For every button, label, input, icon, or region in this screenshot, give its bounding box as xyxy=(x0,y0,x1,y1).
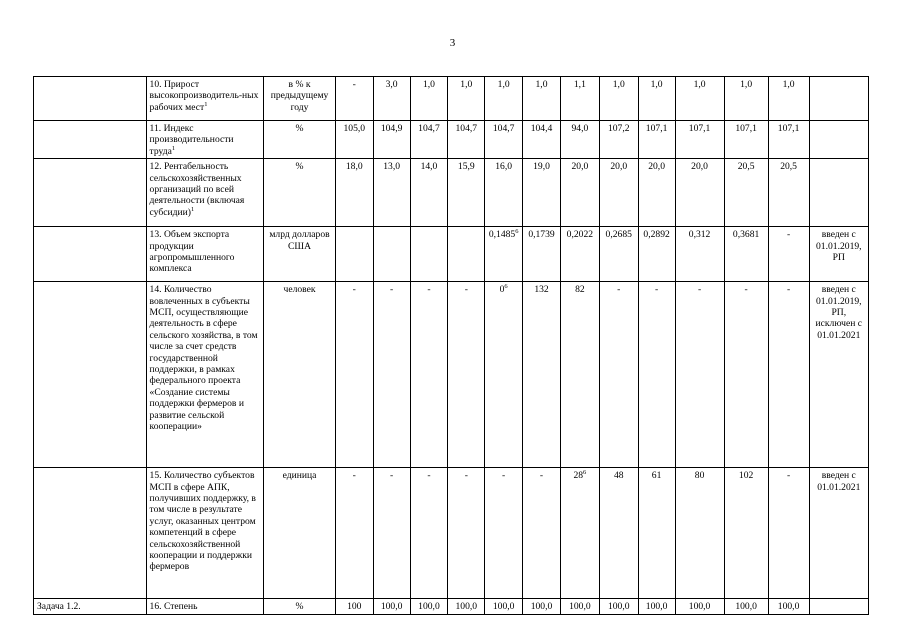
value-text: 13,0 xyxy=(383,161,401,173)
value-text: 100,0 xyxy=(380,601,403,613)
value-cell xyxy=(485,599,523,614)
value-cell xyxy=(410,77,448,121)
table-row xyxy=(34,77,869,121)
value-text: 100,0 xyxy=(777,601,800,613)
value-cell xyxy=(638,468,675,599)
task-cell xyxy=(34,282,147,468)
value-text: 28 xyxy=(573,470,584,482)
value-text: 3,0 xyxy=(385,79,398,90)
indicator-text: 14. Количество вовлеченных в субъекты МСП, осуществляющие деятельность в сфере сельского хозяйства, в том числе за счет средств государственной поддержки, в рамках федерального проекта «Создание системы поддержки фермеров и развитие сельской кооперации» xyxy=(149,284,258,433)
value-text: 1,0 xyxy=(782,79,795,90)
table-row xyxy=(34,159,869,227)
value-text: 100 xyxy=(347,601,362,613)
value-cell xyxy=(724,599,768,614)
value-text: 19,0 xyxy=(533,161,550,173)
value-cell xyxy=(724,159,768,227)
indicator-text: 16. Степень xyxy=(149,601,198,613)
value-cell xyxy=(448,599,485,614)
value-cell xyxy=(768,77,809,121)
value-cell xyxy=(638,599,675,614)
value-text: 0,312 xyxy=(688,229,711,241)
value-cell xyxy=(599,282,638,468)
value-cell xyxy=(373,121,410,159)
value-text: 100,0 xyxy=(530,601,553,613)
value-cell xyxy=(724,468,768,599)
value-cell xyxy=(675,468,724,599)
value-cell xyxy=(675,159,724,227)
value-cell xyxy=(560,159,599,227)
value-cell xyxy=(599,121,638,159)
value-text: 104,7 xyxy=(492,123,515,134)
unit-cell: человек xyxy=(264,282,336,468)
value-cell xyxy=(638,77,675,121)
note-cell xyxy=(809,121,868,159)
value-cell xyxy=(448,468,485,599)
value-cell xyxy=(560,227,599,282)
value-text: 0,3681 xyxy=(732,229,760,241)
table-row xyxy=(34,468,869,599)
indicator-text: 11. Индекс производительности труда xyxy=(149,123,234,157)
value-text: - xyxy=(427,470,431,482)
value-text: 100,0 xyxy=(688,601,711,613)
value-cell xyxy=(560,282,599,468)
value-cell xyxy=(560,121,599,159)
value-text: - xyxy=(539,470,544,482)
value-text: 107,2 xyxy=(607,123,630,134)
indicator-text: 10. Прирост высокопроизводитель-ных рабочих мест xyxy=(149,79,259,113)
value-text: 48 xyxy=(613,470,624,482)
indicator-cell xyxy=(146,77,264,121)
value-cell xyxy=(335,599,373,614)
value-cell xyxy=(523,599,561,614)
value-cell xyxy=(523,121,561,159)
value-text: - xyxy=(352,284,356,296)
unit-cell: единица xyxy=(264,468,336,599)
value-cell xyxy=(373,599,410,614)
footnote-mark: 6 xyxy=(504,283,508,291)
value-text: 1,0 xyxy=(740,79,753,90)
table-row xyxy=(34,599,869,614)
value-text: 100,0 xyxy=(418,601,440,613)
value-cell xyxy=(448,121,485,159)
value-text: 1,0 xyxy=(535,79,548,90)
value-text: - xyxy=(502,470,506,482)
footnote-mark: 6 xyxy=(583,469,587,477)
value-cell xyxy=(724,282,768,468)
value-text: 107,1 xyxy=(688,123,711,134)
unit-cell: в % к предыдущему году xyxy=(264,77,336,121)
value-text: 1,0 xyxy=(693,79,706,90)
value-cell xyxy=(599,159,638,227)
value-text: 20,0 xyxy=(648,161,665,173)
value-cell xyxy=(599,599,638,614)
value-cell xyxy=(335,468,373,599)
value-cell xyxy=(485,121,523,159)
value-text: - xyxy=(744,284,748,296)
note-cell xyxy=(809,77,868,121)
value-cell xyxy=(523,282,561,468)
value-cell xyxy=(485,227,523,282)
task-cell xyxy=(34,227,147,282)
value-text: - xyxy=(352,79,356,90)
value-cell xyxy=(410,227,448,282)
value-cell xyxy=(335,159,373,227)
value-cell xyxy=(724,227,768,282)
value-text: 105,0 xyxy=(343,123,366,134)
value-cell xyxy=(675,227,724,282)
value-cell xyxy=(410,599,448,614)
value-text: 100,0 xyxy=(569,601,591,613)
task-cell xyxy=(34,77,147,121)
value-text: 0 xyxy=(499,284,505,296)
value-text: 0,1739 xyxy=(528,229,555,241)
value-cell xyxy=(410,282,448,468)
value-cell xyxy=(448,282,485,468)
value-cell xyxy=(675,121,724,159)
value-text: 20,5 xyxy=(780,161,797,173)
value-text: 1,1 xyxy=(573,79,586,90)
value-cell xyxy=(485,282,523,468)
note-cell xyxy=(809,599,868,614)
value-cell xyxy=(638,227,675,282)
value-cell xyxy=(768,227,809,282)
value-cell xyxy=(523,77,561,121)
footnote-mark: 1 xyxy=(190,205,195,213)
value-text: 104,4 xyxy=(530,123,553,134)
value-cell xyxy=(560,599,599,614)
value-text: 100,0 xyxy=(607,601,630,613)
indicator-cell xyxy=(146,227,264,282)
value-text: 100,0 xyxy=(735,601,757,613)
unit-cell: % xyxy=(264,599,336,614)
value-text: 132 xyxy=(534,284,549,296)
unit-cell: % xyxy=(264,159,336,227)
value-text: 1,0 xyxy=(612,79,625,90)
value-text: 15,9 xyxy=(457,161,475,173)
value-cell xyxy=(485,77,523,121)
value-text: - xyxy=(655,284,659,296)
value-cell xyxy=(768,159,809,227)
value-cell xyxy=(560,468,599,599)
value-text: 1,0 xyxy=(497,79,510,90)
value-text: - xyxy=(427,284,431,296)
value-text: 16,0 xyxy=(495,161,513,173)
value-cell xyxy=(675,282,724,468)
value-cell xyxy=(638,159,675,227)
indicator-cell xyxy=(146,159,264,227)
note-cell: введен с 01.01.2019, РП xyxy=(809,227,868,282)
value-cell xyxy=(523,468,561,599)
value-text: 80 xyxy=(694,470,705,482)
value-text: - xyxy=(697,284,702,296)
value-cell xyxy=(768,282,809,468)
indicator-text: 15. Количество субъектов МСП в сфере АПК, получивших поддержку, в том числе в результате услуг, оказанных центром компетенций в сфере сельскохозяйственной кооперации и поддержки фермеров xyxy=(149,470,256,573)
value-text: 1,0 xyxy=(460,79,473,90)
value-cell xyxy=(335,77,373,121)
value-cell xyxy=(523,227,561,282)
value-text: 20,0 xyxy=(610,161,628,173)
value-text: 20,0 xyxy=(691,161,708,173)
value-cell xyxy=(448,227,485,282)
value-text: - xyxy=(464,284,468,296)
value-cell xyxy=(724,121,768,159)
value-text: 20,0 xyxy=(571,161,589,173)
value-cell xyxy=(335,121,373,159)
indicator-cell xyxy=(146,468,264,599)
value-cell xyxy=(638,121,675,159)
value-cell xyxy=(335,227,373,282)
value-cell xyxy=(448,159,485,227)
value-text: - xyxy=(786,229,791,241)
value-cell xyxy=(373,77,410,121)
indicator-cell xyxy=(146,121,264,159)
value-cell xyxy=(599,77,638,121)
indicator-text: 12. Рентабельность сельскохозяйственных организаций по всей деятельности (включая субсидии) xyxy=(149,161,245,218)
value-text: 100,0 xyxy=(455,601,478,613)
value-text: - xyxy=(786,284,791,296)
value-text: 0,1485 xyxy=(488,229,516,241)
value-text: 0,2685 xyxy=(605,229,632,241)
value-text: 104,7 xyxy=(418,123,440,134)
value-cell xyxy=(485,159,523,227)
value-cell xyxy=(523,159,561,227)
value-text: 0,2022 xyxy=(566,229,594,241)
value-text: - xyxy=(464,470,468,482)
value-text: 107,1 xyxy=(735,123,757,134)
note-cell: введен с 01.01.2021 xyxy=(809,468,868,599)
table-row xyxy=(34,227,869,282)
value-cell xyxy=(373,227,410,282)
task-cell xyxy=(34,121,147,159)
value-cell xyxy=(448,77,485,121)
value-cell xyxy=(638,282,675,468)
value-cell xyxy=(373,468,410,599)
value-text: - xyxy=(617,284,621,296)
value-cell xyxy=(675,599,724,614)
value-cell xyxy=(335,282,373,468)
value-text: 104,9 xyxy=(380,123,403,134)
value-text: 82 xyxy=(575,284,585,296)
value-text: 1,0 xyxy=(650,79,663,90)
footnote-mark: 6 xyxy=(515,228,519,236)
value-cell xyxy=(768,599,809,614)
value-text: 18,0 xyxy=(345,161,363,173)
table-row xyxy=(34,121,869,159)
unit-cell: млрд долларов США xyxy=(264,227,336,282)
value-text: - xyxy=(390,470,394,482)
table-row xyxy=(34,282,869,468)
value-cell xyxy=(485,468,523,599)
value-cell xyxy=(599,227,638,282)
value-cell xyxy=(675,77,724,121)
indicator-cell xyxy=(146,599,264,614)
footnote-mark: 1 xyxy=(204,100,208,108)
task-cell xyxy=(34,159,147,227)
value-text: 107,1 xyxy=(777,123,800,134)
task-cell: Задача 1.2. xyxy=(34,599,147,614)
value-text: 61 xyxy=(651,470,662,482)
unit-cell: % xyxy=(264,121,336,159)
value-text: 94,0 xyxy=(571,123,589,134)
indicator-cell xyxy=(146,282,264,468)
value-cell xyxy=(373,282,410,468)
value-text: - xyxy=(390,284,394,296)
footnote-mark: 1 xyxy=(171,144,176,152)
value-text: - xyxy=(786,470,791,482)
value-cell xyxy=(768,121,809,159)
indicators-table xyxy=(33,76,869,615)
page-number: 3 xyxy=(449,37,456,49)
value-cell xyxy=(560,77,599,121)
value-text: 20,5 xyxy=(737,161,755,173)
note-cell xyxy=(809,159,868,227)
value-text: 102 xyxy=(738,470,754,482)
value-cell xyxy=(410,159,448,227)
value-text: - xyxy=(352,470,356,482)
value-text: 107,1 xyxy=(645,123,668,134)
value-text: 104,7 xyxy=(455,123,478,134)
indicator-text: 13. Объем экспорта продукции агропромышленного комплекса xyxy=(149,229,235,275)
value-cell xyxy=(373,159,410,227)
value-text: 100,0 xyxy=(645,601,668,613)
value-cell xyxy=(768,468,809,599)
value-cell xyxy=(410,121,448,159)
value-text: 14,0 xyxy=(420,161,438,173)
task-cell xyxy=(34,468,147,599)
note-cell: введен с 01.01.2019, РП, исключен с 01.01.2021 xyxy=(809,282,868,468)
value-text: 0,2892 xyxy=(643,229,670,241)
value-cell xyxy=(599,468,638,599)
value-cell xyxy=(724,77,768,121)
value-text: 1,0 xyxy=(422,79,435,90)
value-cell xyxy=(410,468,448,599)
value-text: 100,0 xyxy=(492,601,515,613)
